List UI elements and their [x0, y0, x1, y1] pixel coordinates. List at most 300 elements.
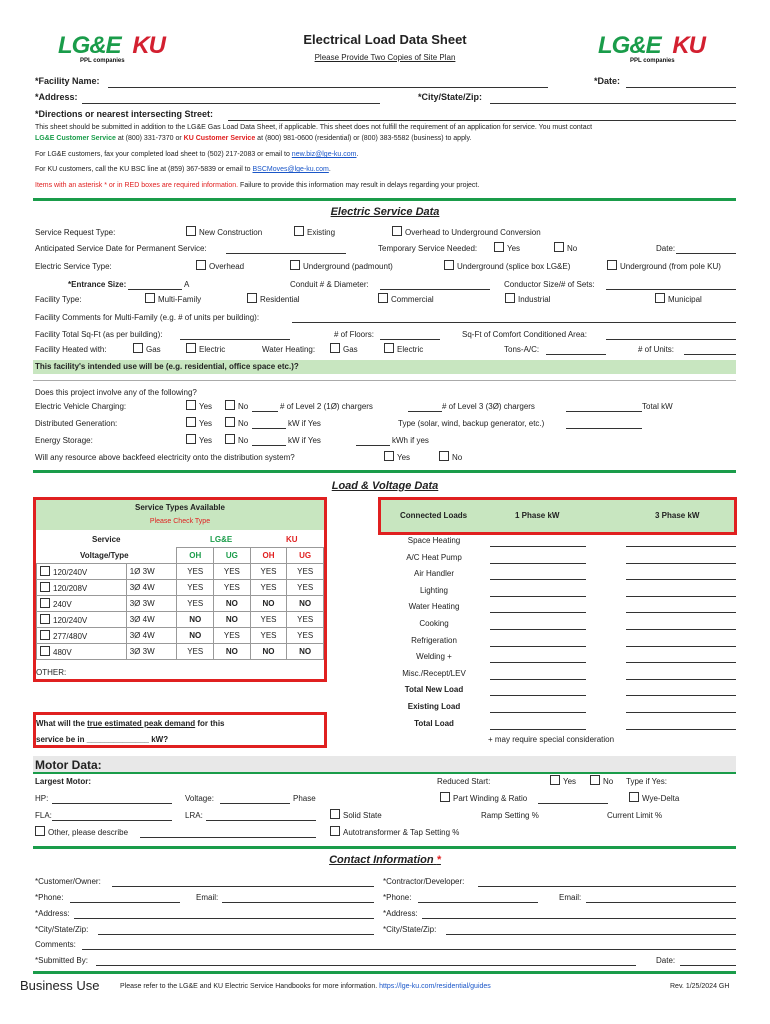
availability-cell: YES [177, 644, 214, 660]
info-text: at (800) 981-0600 (residential) or (800) 383-5582 (business) to apply. [255, 135, 472, 142]
comfort-sqft-field[interactable] [606, 339, 736, 340]
dg-type-label: Type (solar, wind, backup generator, etc.) [398, 419, 545, 428]
checkbox[interactable] [186, 343, 196, 353]
period: . [356, 151, 359, 158]
directions-field[interactable] [228, 120, 736, 121]
divider [33, 846, 736, 849]
oh-header: OH [250, 548, 287, 564]
multi-comments-label: Facility Comments for Multi-Family (e.g. # of units per building): [35, 313, 260, 322]
availability-cell: YES [214, 580, 251, 596]
availability-cell: NO [250, 596, 287, 612]
one-phase-kw-field[interactable] [490, 646, 586, 647]
part-winding-field[interactable] [538, 803, 608, 804]
load-label: Lighting [419, 586, 449, 595]
load-label: Cooking [419, 619, 449, 628]
ug-padmount-option[interactable] [290, 260, 393, 271]
phase-wire-cell: 3Ø 4W [126, 580, 177, 596]
availability-cell: YES [250, 612, 287, 628]
option-label: Industrial [518, 295, 551, 304]
voltage-field[interactable] [220, 803, 290, 804]
checkbox[interactable] [196, 260, 206, 270]
three-phase-kw-field[interactable] [626, 596, 736, 597]
customer-city-field[interactable] [98, 934, 374, 935]
peak-text: What will the [36, 719, 88, 728]
multi-family-option[interactable] [145, 293, 201, 304]
floors-label: # of Floors: [334, 330, 375, 339]
voltage-option[interactable] [37, 564, 127, 580]
load-label: Refrigeration [411, 636, 457, 645]
one-phase-kw-field[interactable] [490, 712, 586, 713]
dg-no-option[interactable] [225, 417, 248, 428]
oh-to-ug-option[interactable] [392, 226, 541, 237]
option-label: Gas [146, 345, 161, 354]
checkbox[interactable] [186, 400, 196, 410]
dg-kw-field[interactable] [252, 428, 286, 429]
three-phase-kw-field[interactable] [626, 646, 736, 647]
one-phase-kw-field[interactable] [490, 546, 586, 547]
checkbox[interactable] [629, 792, 639, 802]
table-row [37, 580, 324, 596]
checkbox[interactable] [392, 226, 402, 236]
availability-cell: NO [214, 644, 251, 660]
total-sqft-field[interactable] [180, 339, 290, 340]
peak-demand-question [36, 719, 225, 728]
voltage-option[interactable] [37, 580, 127, 596]
ug-header: UG [287, 548, 324, 564]
service-types-table [36, 547, 324, 660]
availability-cell: YES [287, 564, 324, 580]
solid-state-option[interactable] [330, 809, 382, 820]
checkbox[interactable] [444, 260, 454, 270]
availability-cell: YES [177, 596, 214, 612]
submitted-date-field[interactable] [680, 965, 736, 966]
divider [33, 470, 736, 473]
customer-field[interactable] [112, 886, 374, 887]
voltage-label: 480V [53, 648, 72, 657]
option-label: Underground (splice box LG&E) [457, 262, 571, 271]
existing-option[interactable] [294, 226, 335, 237]
part-winding-option[interactable] [440, 792, 527, 803]
checkbox[interactable] [225, 434, 235, 444]
es-yes-option[interactable] [186, 434, 212, 445]
contact-title-text: Contact Information [329, 854, 434, 866]
backfeed-no-option[interactable] [439, 451, 462, 462]
address-field[interactable] [82, 103, 380, 104]
info-line-5 [35, 182, 479, 189]
checkbox[interactable] [40, 566, 50, 576]
customer-phone-field[interactable] [70, 902, 180, 903]
three-phase-kw-field[interactable] [626, 662, 736, 663]
energy-storage-label: Energy Storage: [35, 436, 93, 445]
ku-logo-text: KU [672, 32, 706, 59]
water-gas-option[interactable] [330, 343, 358, 354]
phase-wire-cell: 3Ø 3W [126, 596, 177, 612]
lge-logo-text: LG&E [598, 32, 661, 59]
availability-cell: NO [177, 628, 214, 644]
service-request-label: Service Request Type: [35, 228, 116, 237]
option-label: New Construction [199, 228, 263, 237]
one-phase-kw-field[interactable] [490, 662, 586, 663]
revision-label: Rev. 1/25/2024 GH [670, 983, 730, 990]
availability-cell: YES [177, 564, 214, 580]
heated-gas-option[interactable] [133, 343, 161, 354]
contractor-field[interactable] [478, 886, 736, 887]
divider [33, 971, 736, 974]
one-phase-kw-field[interactable] [490, 563, 586, 564]
info-text: at (800) 331-7370 or [115, 135, 184, 142]
availability-cell: YES [250, 580, 287, 596]
voltage-option[interactable] [37, 596, 127, 612]
table-cell [37, 548, 127, 564]
info-text: For LG&E customers, fax your completed load sheet to (502) 217-2083 or email to [35, 151, 292, 158]
footer-refer [120, 983, 491, 990]
temp-needed-label: Temporary Service Needed: [378, 244, 478, 253]
option-label: Part Winding & Ratio [453, 794, 528, 803]
backfeed-yes-option[interactable] [384, 451, 410, 462]
checkbox[interactable] [378, 293, 388, 303]
page-subtitle: Please Provide Two Copies of Site Plan [314, 53, 456, 62]
industrial-option[interactable] [505, 293, 550, 304]
option-label: Yes [199, 402, 213, 411]
required-note: Items with an asterisk * or in RED boxes are required information. [35, 182, 239, 189]
one-phase-kw-field[interactable] [490, 729, 586, 730]
temp-no-option[interactable] [554, 242, 577, 253]
contractor-email-label: Email: [559, 893, 582, 902]
one-phase-kw-field[interactable] [490, 695, 586, 696]
checkbox[interactable] [40, 598, 50, 608]
heated-electric-option[interactable] [186, 343, 225, 354]
footer-text: Please refer to the LG&E and KU Electric Service Handbooks for more information. [120, 983, 380, 990]
checkbox[interactable] [186, 434, 196, 444]
fla-field[interactable] [52, 820, 172, 821]
three-phase-kw-field[interactable] [626, 579, 736, 580]
total-sqft-label: Facility Total Sq-Ft (as per building): [35, 330, 163, 339]
option-label: Other, please describe [48, 828, 129, 837]
units-label: # of Units: [638, 345, 675, 354]
checkbox[interactable] [439, 451, 449, 461]
level3-label: # of Level 3 (3Ø) chargers [442, 402, 535, 411]
availability-cell: YES [214, 628, 251, 644]
conductor-field[interactable] [606, 289, 736, 290]
reduced-no-option[interactable] [590, 775, 613, 786]
customer-email-field[interactable] [222, 902, 374, 903]
facility-name-field[interactable] [108, 87, 548, 88]
level3-field[interactable] [408, 411, 442, 412]
hp-label: HP: [35, 794, 49, 803]
ku-logo-text: KU [132, 32, 166, 59]
logo-subtitle: PPL companies [630, 58, 675, 64]
other-motor-field[interactable] [140, 837, 316, 838]
temp-yes-option[interactable] [494, 242, 520, 253]
option-label: Overhead [209, 262, 245, 271]
checkbox[interactable] [384, 343, 394, 353]
option-label: Yes [397, 453, 411, 462]
availability-cell: YES [250, 628, 287, 644]
voltage-type-header: Voltage/Type [80, 551, 129, 560]
table-row [37, 612, 324, 628]
checkbox[interactable] [554, 242, 564, 252]
checkbox[interactable] [440, 792, 450, 802]
contact-title [0, 854, 770, 866]
autotransformer-option[interactable] [330, 826, 459, 837]
page-title: Electrical Load Data Sheet [303, 32, 467, 47]
checkbox[interactable] [330, 343, 340, 353]
facility-type-label: Facility Type: [35, 295, 82, 304]
multi-comments-field[interactable] [292, 322, 736, 323]
required-asterisk: * [436, 854, 441, 866]
info-line-3 [35, 151, 358, 158]
conduit-field[interactable] [380, 289, 490, 290]
checkbox[interactable] [384, 451, 394, 461]
contractor-phone-field[interactable] [418, 902, 538, 903]
checkbox[interactable] [330, 809, 340, 819]
conduit-label: Conduit # & Diameter: [290, 280, 369, 289]
availability-cell: NO [287, 644, 324, 660]
one-phase-kw-field[interactable] [490, 629, 586, 630]
checkbox[interactable] [655, 293, 665, 303]
peak-text: for this [195, 719, 225, 728]
directions-label: *Directions or nearest intersecting Street: [35, 109, 214, 119]
three-phase-kw-field[interactable] [626, 612, 736, 613]
option-label: Yes [563, 777, 577, 786]
load-label: Water Heating [408, 602, 460, 611]
business-use-label: Business Use [20, 978, 100, 993]
phase-label: Phase [293, 794, 316, 803]
option-label: Underground (from pole KU) [620, 262, 721, 271]
three-phase-kw-field[interactable] [626, 695, 736, 696]
intended-use-label: This facility's intended use will be (e.g. residential, office space etc.)? [35, 362, 299, 371]
submitted-date-label: Date: [656, 956, 676, 965]
voltage-label: 120/240V [53, 568, 88, 577]
anticipated-date-field[interactable] [226, 253, 346, 254]
option-label: Overhead to Underground Conversion [405, 228, 541, 237]
option-label: Electric [199, 345, 226, 354]
temp-date-field[interactable] [676, 253, 736, 254]
load-label: Existing Load [407, 702, 461, 711]
checkbox[interactable] [247, 293, 257, 303]
date-field[interactable] [626, 87, 736, 88]
load-voltage-title: Load & Voltage Data [331, 480, 439, 492]
dist-gen-label: Distributed Generation: [35, 419, 118, 428]
other-label: OTHER: [36, 668, 67, 677]
please-check-type: Please Check Type [149, 518, 211, 525]
largest-motor-label: Largest Motor: [35, 777, 91, 786]
three-phase-kw-field[interactable] [626, 712, 736, 713]
comments-field[interactable] [82, 949, 736, 950]
three-phase-kw-field[interactable] [626, 546, 736, 547]
checkbox[interactable] [35, 826, 45, 836]
customer-email-label: Email: [196, 893, 219, 902]
checkbox[interactable] [225, 400, 235, 410]
tons-ac-field[interactable] [546, 354, 606, 355]
motor-data-title: Motor Data: [33, 756, 736, 774]
one-phase-kw-field[interactable] [490, 579, 586, 580]
availability-cell: YES [287, 628, 324, 644]
checkbox[interactable] [290, 260, 300, 270]
es-no-option[interactable] [225, 434, 248, 445]
table-header-row [37, 548, 324, 564]
residential-option[interactable] [247, 293, 300, 304]
logo-subtitle: PPL companies [80, 58, 125, 64]
checkbox[interactable] [186, 417, 196, 427]
total-kw-field[interactable] [566, 411, 642, 412]
load-footnote: + may require special consideration [488, 735, 615, 744]
submitted-field[interactable] [96, 965, 636, 966]
one-phase-kw-field[interactable] [490, 596, 586, 597]
contractor-email-field[interactable] [586, 902, 736, 903]
availability-cell: NO [214, 612, 251, 628]
commercial-option[interactable] [378, 293, 434, 304]
entrance-size-label: *Entrance Size: [68, 280, 127, 289]
water-heating-label: Water Heating: [262, 345, 316, 354]
availability-cell: YES [250, 564, 287, 580]
reduced-yes-option[interactable] [550, 775, 576, 786]
ku-header: KU [286, 535, 298, 544]
availability-cell: YES [214, 564, 251, 580]
address-label: *Address: [35, 92, 78, 102]
option-label: No [452, 453, 463, 462]
checkbox[interactable] [40, 646, 50, 656]
three-phase-kw-field[interactable] [626, 563, 736, 564]
ug-pole-option[interactable] [607, 260, 721, 271]
es-kwh-field[interactable] [356, 445, 390, 446]
voltage-option[interactable] [37, 628, 127, 644]
table-row [37, 644, 324, 660]
dg-yes-option[interactable] [186, 417, 212, 428]
oh-header: OH [177, 548, 214, 564]
entrance-size-field[interactable] [128, 289, 182, 290]
checkbox[interactable] [40, 582, 50, 592]
units-field[interactable] [684, 354, 736, 355]
contractor-city-field[interactable] [446, 934, 736, 935]
comfort-sqft-label: Sq-Ft of Comfort Conditioned Area: [462, 330, 587, 339]
option-label: No [603, 777, 614, 786]
voltage-option[interactable] [37, 612, 127, 628]
entrance-unit: A [184, 280, 190, 289]
option-label: Yes [507, 244, 521, 253]
hp-field[interactable] [52, 803, 172, 804]
wye-delta-option[interactable] [629, 792, 679, 803]
info-line-2 [35, 135, 471, 142]
lge-logo-text: LG&E [58, 32, 121, 59]
checkbox[interactable] [494, 242, 504, 252]
comments-label: Comments: [35, 940, 76, 949]
checkbox[interactable] [40, 614, 50, 624]
info-line-4 [35, 166, 331, 173]
checkbox[interactable] [505, 293, 515, 303]
fla-label: FLA: [35, 811, 52, 820]
info-text: Failure to provide this information may result in delays regarding your project. [238, 182, 480, 189]
intended-use-field[interactable] [33, 380, 736, 381]
contractor-address-field[interactable] [422, 918, 736, 919]
voltage-label: 120/240V [53, 616, 88, 625]
phase-wire-cell: 1Ø 3W [126, 564, 177, 580]
new-construction-option[interactable] [186, 226, 262, 237]
one-phase-kw-field[interactable] [490, 679, 586, 680]
option-label: No [238, 419, 249, 428]
one-phase-kw-field[interactable] [490, 612, 586, 613]
three-phase-header: 3 Phase kW [655, 511, 700, 520]
load-label: A/C Heat Pump [406, 553, 462, 562]
checkbox[interactable] [186, 226, 196, 236]
checkbox[interactable] [607, 260, 617, 270]
conductor-label: Conductor Size/# of Sets: [504, 280, 595, 289]
ug-splice-option[interactable] [444, 260, 570, 271]
peak-demand-field[interactable]: service be in ______________ kW? [36, 735, 169, 744]
load-label: Misc./Recept/LEV [402, 669, 466, 678]
peak-underlined: true estimated peak demand [87, 719, 196, 728]
reduced-start-label: Reduced Start: [437, 777, 491, 786]
service-header: Service [92, 535, 121, 544]
availability-cell: YES [287, 612, 324, 628]
checkbox[interactable] [133, 343, 143, 353]
voltage-option[interactable] [37, 644, 127, 660]
customer-address-field[interactable] [74, 918, 374, 919]
availability-cell: NO [214, 596, 251, 612]
anticipated-date-label: Anticipated Service Date for Permanent Service: [35, 244, 207, 253]
es-kw-field[interactable] [252, 445, 286, 446]
city-state-zip-label: *City/State/Zip: [418, 92, 483, 102]
ev-yes-option[interactable] [186, 400, 212, 411]
three-phase-kw-field[interactable] [626, 679, 736, 680]
availability-cell: YES [287, 580, 324, 596]
checkbox[interactable] [330, 826, 340, 836]
current-limit-label: Current Limit % [607, 811, 663, 820]
overhead-option[interactable] [196, 260, 244, 271]
contractor-label: *Contractor/Developer: [383, 877, 465, 886]
table-row [37, 628, 324, 644]
voltage-label: 240V [53, 600, 72, 609]
guides-link[interactable]: https://lge-ku.com/residential/guides [379, 983, 491, 990]
floors-field[interactable] [380, 339, 440, 340]
voltage-label: 277/480V [53, 632, 88, 641]
customer-city-label: *City/State/Zip: [35, 925, 89, 934]
option-label: Municipal [668, 295, 702, 304]
city-state-zip-field[interactable] [490, 103, 736, 104]
ev-no-option[interactable] [225, 400, 248, 411]
checkbox[interactable] [550, 775, 560, 785]
checkbox[interactable] [294, 226, 304, 236]
checkbox[interactable] [145, 293, 155, 303]
period: . [328, 166, 331, 173]
lra-field[interactable] [206, 820, 316, 821]
municipal-option[interactable] [655, 293, 702, 304]
other-motor-option[interactable] [35, 826, 128, 837]
three-phase-kw-field[interactable] [626, 729, 736, 730]
lge-header: LG&E [210, 535, 233, 544]
dg-type-field[interactable] [566, 428, 642, 429]
option-label: Autotransformer & Tap Setting % [343, 828, 460, 837]
checkbox[interactable] [40, 630, 50, 640]
checkbox[interactable] [225, 417, 235, 427]
voltage-label: 120/208V [53, 584, 88, 593]
lge-customer-service: LG&E Customer Service [35, 135, 116, 142]
load-label: Total Load [414, 719, 454, 728]
info-text: For KU customers, call the KU BSC line at (859) 367-5839 or email to [35, 166, 253, 173]
option-label: No [567, 244, 578, 253]
ku-email-link[interactable]: BSCMoves@lge-ku.com [252, 166, 329, 173]
load-label: Total New Load [404, 685, 464, 694]
level2-field[interactable] [252, 411, 278, 412]
option-label: Existing [307, 228, 336, 237]
checkbox[interactable] [590, 775, 600, 785]
level2-label: # of Level 2 (1Ø) chargers [280, 402, 373, 411]
three-phase-kw-field[interactable] [626, 629, 736, 630]
water-electric-option[interactable] [384, 343, 423, 354]
lge-email-link[interactable]: new.biz@lge-ku.com [291, 151, 357, 158]
lra-label: LRA: [185, 811, 203, 820]
availability-cell: NO [177, 612, 214, 628]
